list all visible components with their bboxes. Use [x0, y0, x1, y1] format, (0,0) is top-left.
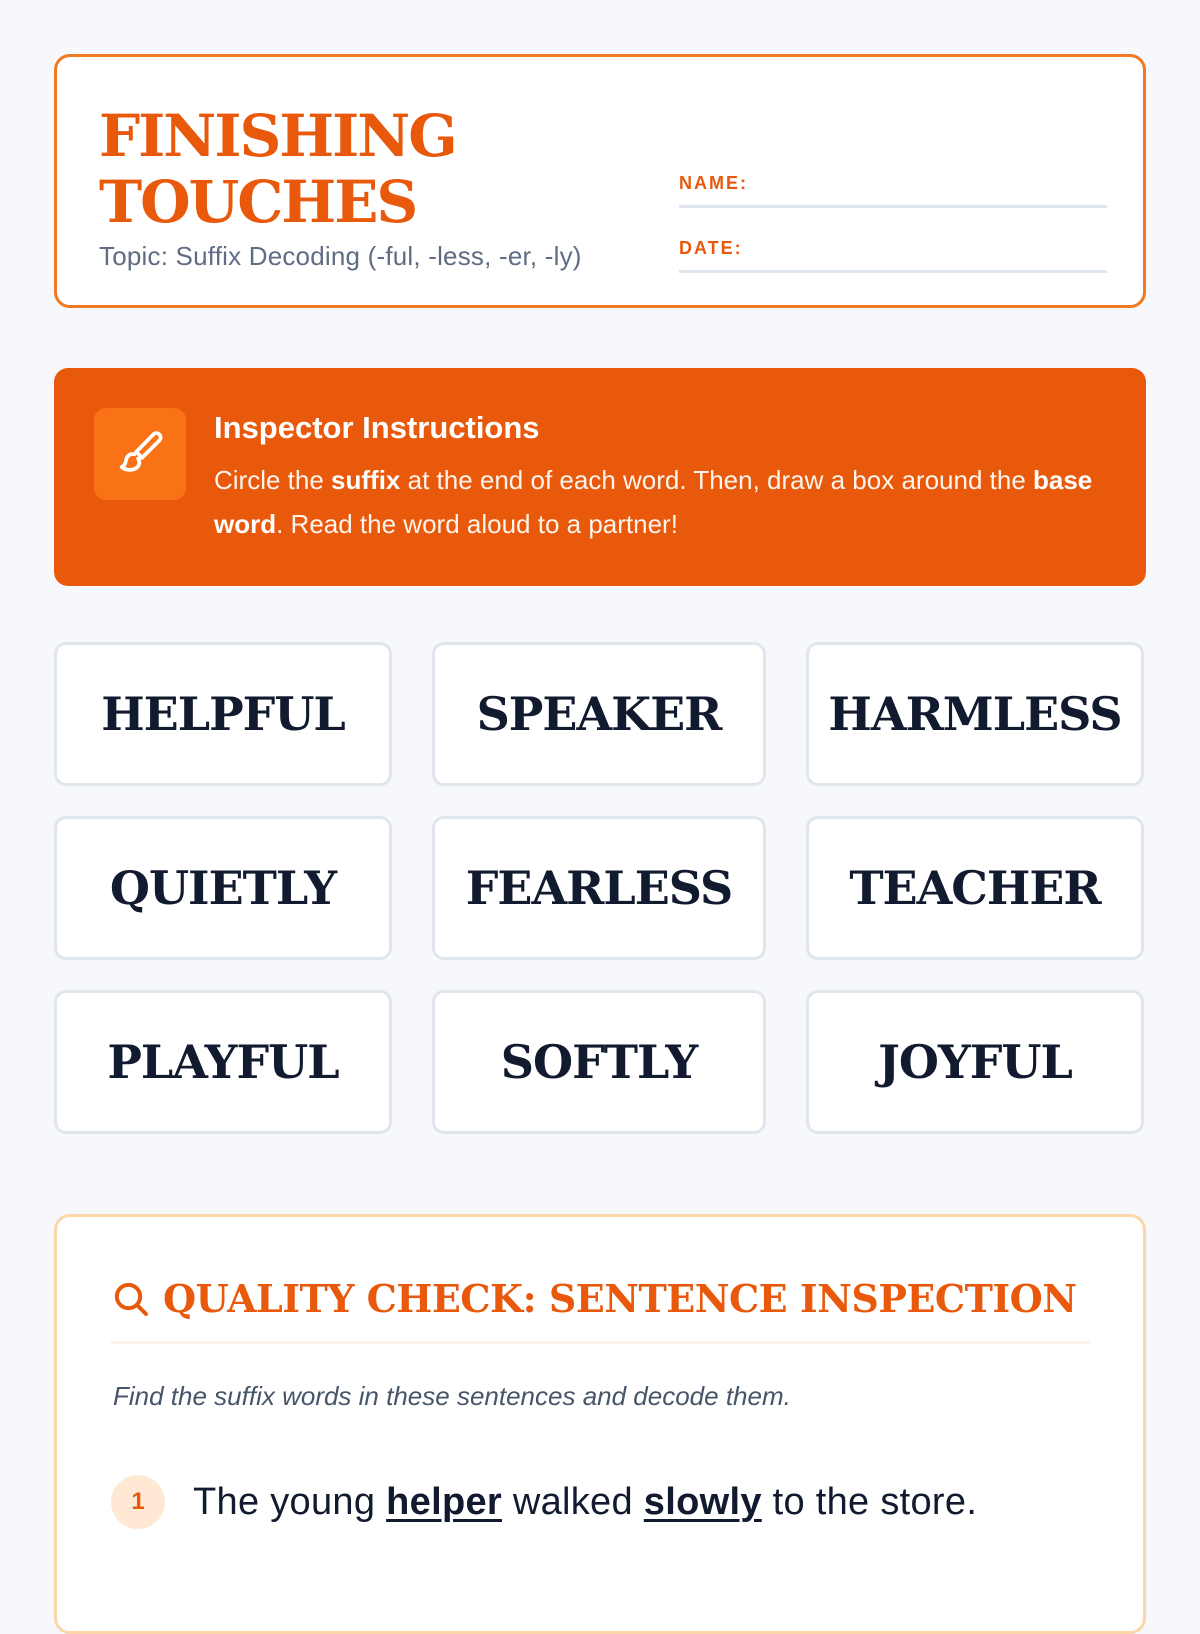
- date-label: DATE:: [679, 238, 743, 258]
- quality-check-subtitle: Find the suffix words in these sentences and decode them.: [113, 1381, 791, 1411]
- instructions-text-1: Circle the: [214, 465, 332, 495]
- title-line-2: TOUCHES: [99, 168, 417, 236]
- instructions-bold-base-word: base word: [214, 465, 1093, 539]
- instructions-banner: [54, 368, 1146, 586]
- sentence-item: [111, 1475, 977, 1529]
- word-card: SPEAKER: [432, 642, 766, 786]
- search-icon: [111, 1279, 151, 1319]
- instructions-content: [214, 410, 1114, 546]
- instructions-title: Inspector Instructions: [214, 410, 540, 445]
- word-card: PLAYFUL: [54, 990, 392, 1134]
- quality-check-title: QUALITY CHECK: SENTENCE INSPECTION: [163, 1276, 1077, 1321]
- word-card: FEARLESS: [432, 816, 766, 960]
- word-card: TEACHER: [806, 816, 1144, 960]
- quality-check-header: [111, 1271, 1091, 1344]
- word-card: SOFTLY: [432, 990, 766, 1134]
- suffix-word-helper: helper: [386, 1480, 502, 1523]
- name-date-fields: [679, 165, 1107, 295]
- sentence-part-1: The young: [193, 1480, 387, 1523]
- date-field[interactable]: [679, 230, 1107, 273]
- suffix-word-slowly: slowly: [643, 1480, 762, 1523]
- worksheet-title: [99, 103, 582, 235]
- sentence-part-3: to the store.: [761, 1480, 978, 1523]
- sentence-text: [193, 1481, 977, 1524]
- instructions-text-3: . Read the word aloud to a partner!: [276, 509, 678, 539]
- word-card: HELPFUL: [54, 642, 392, 786]
- instructions-text-2: at the end of each word. Then, draw a box around the: [400, 465, 1033, 495]
- paintbrush-icon: [94, 408, 186, 500]
- quality-check-card: [54, 1214, 1146, 1634]
- title-line-1: FINISHING: [99, 102, 456, 170]
- title-block: [99, 103, 582, 272]
- word-card: HARMLESS: [806, 642, 1144, 786]
- instructions-bold-suffix: suffix: [331, 465, 401, 495]
- instructions-body: [214, 458, 1114, 546]
- sentence-part-2: walked: [501, 1480, 644, 1523]
- sentence-number-badge: 1: [111, 1475, 165, 1529]
- topic-text: Topic: Suffix Decoding (-ful, -less, -er, -ly): [99, 241, 582, 271]
- name-label: NAME:: [679, 173, 748, 193]
- word-grid: [54, 642, 1146, 1134]
- worksheet-header: [54, 54, 1146, 308]
- word-card: QUIETLY: [54, 816, 392, 960]
- word-card: JOYFUL: [806, 990, 1144, 1134]
- name-field[interactable]: [679, 165, 1107, 208]
